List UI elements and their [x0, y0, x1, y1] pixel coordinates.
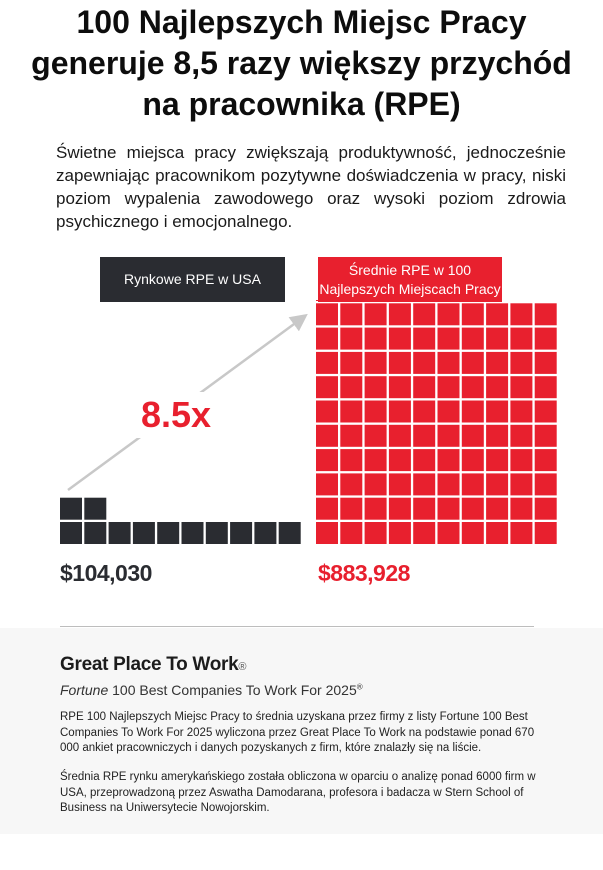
market-rpe-value: $104,030 [60, 560, 152, 586]
best-unit-square [316, 376, 338, 398]
best-unit-square [462, 449, 484, 471]
methodology-note-1: RPE 100 Najlepszych Miejsc Pracy to średnia uzyskana przez firmy z listy Fortune 100 Best Companies To Work For 2025 wyliczona przez Great Place To Work na podstawie ponad 670 000 ankiet pracowniczych i danych pozyskanych z firm, które znalazły się na liście. [60, 711, 535, 754]
market-unit-square [109, 522, 131, 544]
best-unit-square [316, 522, 338, 544]
best-unit-square [510, 376, 532, 398]
best-unit-square [365, 376, 387, 398]
best-unit-square [316, 300, 338, 301]
best-unit-square [340, 473, 362, 495]
best-unit-square [389, 303, 411, 325]
best-unit-square [486, 425, 508, 447]
best-unit-square [438, 498, 460, 520]
best-unit-square [438, 376, 460, 398]
best-unit-square [316, 352, 338, 374]
market-unit-square [133, 522, 155, 544]
best-unit-square [510, 449, 532, 471]
best-unit-square [340, 328, 362, 350]
best-unit-square [438, 328, 460, 350]
best-unit-square [413, 401, 435, 423]
best-unit-square [510, 522, 532, 544]
best-unit-square [316, 425, 338, 447]
brand-subtitle-rest: 100 Best Companies To Work For 2025 [108, 682, 357, 698]
best-unit-square [316, 303, 338, 325]
brand-name: Great Place To Work [60, 654, 239, 675]
best-unit-square [389, 328, 411, 350]
best-unit-square [486, 473, 508, 495]
best-unit-square [316, 401, 338, 423]
best-unit-square [535, 303, 557, 325]
market-unit-square [182, 522, 204, 544]
brand-subtitle [60, 682, 363, 698]
rpe-comparison-chart [0, 300, 603, 562]
best-unit-square [462, 522, 484, 544]
best-unit-square [340, 376, 362, 398]
best-unit-square [510, 425, 532, 447]
best-unit-square [340, 300, 362, 301]
market-unit-square [254, 522, 276, 544]
best-unit-square [365, 401, 387, 423]
best-unit-square [535, 522, 557, 544]
best-unit-square [438, 522, 460, 544]
best-unit-square [462, 352, 484, 374]
best-unit-square [462, 473, 484, 495]
best-unit-square [413, 522, 435, 544]
best-unit-square [413, 473, 435, 495]
market-unit-square [230, 522, 252, 544]
brand-registered-mark: ® [238, 661, 247, 673]
intro-paragraph: Świetne miejsca pracy zwiększają produktywność, jednocześnie zapewniając pracownikom pozytywne doświadczenia w pracy, niski poziom wypalenia zawodowego oraz wysoki poziom zdrowia psychicznego i emocjonalnego. [56, 143, 566, 231]
best-unit-square [413, 328, 435, 350]
best-unit-square [340, 498, 362, 520]
best-unit-square [462, 498, 484, 520]
best-rpe-label-line2: Najlepszych Miejscach Pracy [319, 280, 501, 297]
best-unit-square [389, 498, 411, 520]
best-unit-square [438, 303, 460, 325]
best-unit-square [486, 328, 508, 350]
best-unit-square [535, 498, 557, 520]
multiplier-annotation: 8.5x [140, 394, 212, 435]
best-unit-square [316, 473, 338, 495]
best-unit-square [316, 498, 338, 520]
best-rpe-label [318, 257, 502, 302]
best-unit-square [438, 449, 460, 471]
best-unit-square [365, 352, 387, 374]
market-unit-square [279, 522, 301, 544]
best-unit-square [438, 352, 460, 374]
best-unit-square [316, 449, 338, 471]
best-unit-square [510, 498, 532, 520]
best-unit-square [340, 352, 362, 374]
best-unit-square [365, 303, 387, 325]
best-unit-square [486, 522, 508, 544]
best-unit-square [535, 328, 557, 350]
best-unit-square [510, 401, 532, 423]
best-unit-square [413, 449, 435, 471]
best-unit-square [340, 425, 362, 447]
best-unit-square [413, 352, 435, 374]
methodology-note-2: Średnia RPE rynku amerykańskiego została obliczona w oparciu o analizę ponad 6000 firm w USA, przeprowadzoną przez Aswatha Damodarana, profesora i badacza w Stern School of Business na Uniwersytecie Nowojorskim. [60, 771, 536, 814]
best-unit-square [340, 522, 362, 544]
divider [60, 626, 534, 627]
best-unit-square [438, 425, 460, 447]
best-unit-square [462, 376, 484, 398]
best-unit-square [413, 376, 435, 398]
best-unit-square [486, 498, 508, 520]
best-unit-square [389, 473, 411, 495]
best-unit-square [340, 303, 362, 325]
best-unit-square [340, 401, 362, 423]
best-unit-square [365, 425, 387, 447]
best-unit-square [535, 473, 557, 495]
best-unit-square [389, 376, 411, 398]
market-unit-square [206, 522, 228, 544]
best-unit-square [389, 401, 411, 423]
best-unit-square [389, 522, 411, 544]
brand-logo [60, 654, 246, 676]
best-unit-square [438, 401, 460, 423]
best-unit-square [510, 352, 532, 374]
market-unit-square [157, 522, 179, 544]
best-unit-square [389, 449, 411, 471]
best-unit-square [340, 449, 362, 471]
best-unit-square [365, 522, 387, 544]
page-title: 100 Najlepszych Miejsc Pracy generuje 8,5 razy większy przychód na pracownika (RPE) [31, 4, 572, 122]
best-unit-square [486, 303, 508, 325]
best-unit-square [510, 303, 532, 325]
best-unit-square [486, 449, 508, 471]
best-unit-square [535, 401, 557, 423]
brand-subtitle-italic: Fortune [60, 682, 109, 698]
market-unit-square [60, 522, 82, 544]
best-unit-square [365, 473, 387, 495]
best-unit-square [438, 473, 460, 495]
best-unit-square [365, 328, 387, 350]
best-unit-square [486, 401, 508, 423]
best-unit-square [486, 352, 508, 374]
best-unit-square [462, 328, 484, 350]
best-unit-square [365, 498, 387, 520]
best-unit-square [462, 303, 484, 325]
best-unit-square [462, 425, 484, 447]
best-unit-square [462, 401, 484, 423]
brand-subtitle-mark: ® [356, 682, 363, 692]
best-unit-square [535, 352, 557, 374]
best-unit-square [486, 376, 508, 398]
best-unit-square [389, 352, 411, 374]
best-unit-square [316, 328, 338, 350]
best-unit-square [413, 498, 435, 520]
best-unit-square [535, 449, 557, 471]
market-rpe-label: Rynkowe RPE w USA [100, 257, 285, 302]
best-unit-square [535, 376, 557, 398]
market-unit-square [84, 498, 106, 520]
market-bar [60, 498, 301, 544]
best-unit-square [389, 425, 411, 447]
best-unit-square [510, 328, 532, 350]
best-unit-square [535, 425, 557, 447]
best-unit-square [365, 449, 387, 471]
market-unit-square [60, 498, 82, 520]
best-unit-square [413, 303, 435, 325]
market-unit-square [84, 522, 106, 544]
best-rpe-value: $883,928 [318, 560, 410, 586]
best-unit-square [413, 425, 435, 447]
best-unit-square [510, 473, 532, 495]
best-bar [316, 300, 557, 544]
best-rpe-label-line1: Średnie RPE w 100 [348, 261, 472, 278]
